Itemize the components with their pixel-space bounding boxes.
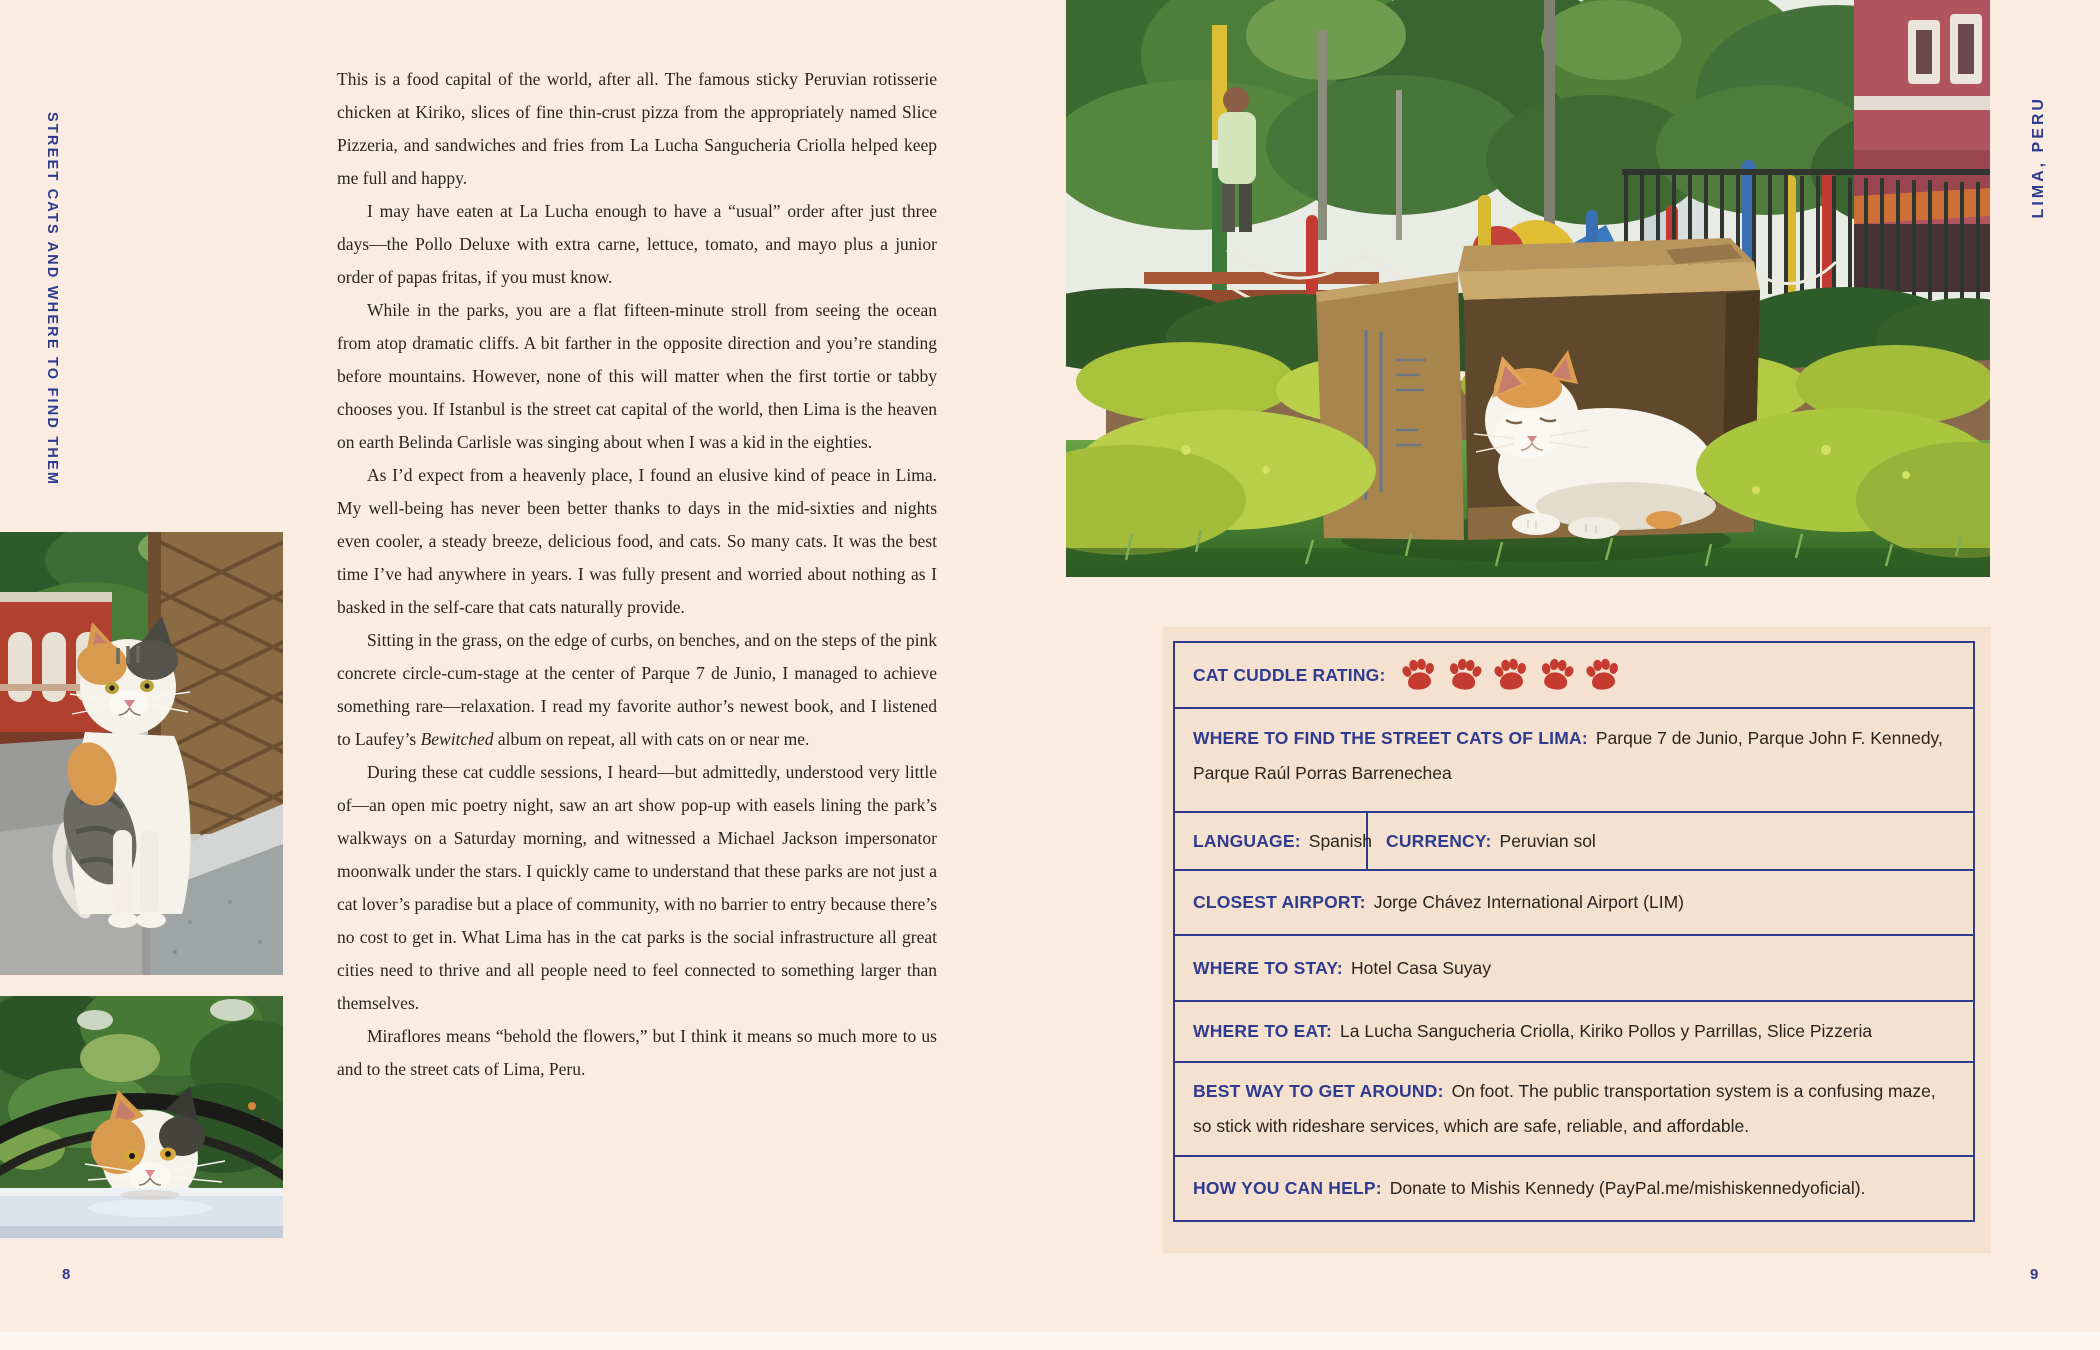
info-row-language-currency xyxy=(1175,811,1973,869)
album-title-italic: Bewitched xyxy=(420,729,494,749)
info-row-where-to-stay xyxy=(1175,934,1973,1000)
info-value: Parque 7 de Junio, Parque John F. Kennedy, Parque Raúl Porras Barrenechea xyxy=(1193,728,1943,783)
info-row-best-way-around xyxy=(1175,1061,1973,1155)
table-surface xyxy=(0,1188,283,1238)
paragraph-run: Sitting in the grass, on the edge of curbs, on benches, and on the steps of the pink concrete circle-cum-stage at the center of Parque 7 de Junio, I managed to achieve something rare—relaxation. I read my favorite author’s newest book, and I listened to Laufey’s xyxy=(337,630,937,749)
info-row-closest-airport xyxy=(1175,869,1973,934)
paragraph: As I’d expect from a heavenly place, I found an elusive kind of peace in Lima. My well-being has never been better thanks to days in the mid-sixties and nights even cooler, a steady breeze, delicious food, and cats. So many cats. It was the best time I’ve had anywhere in years. I was fully present and worried about nothing as I basked in the self-care that cats naturally provide. xyxy=(337,465,937,617)
currency-cell xyxy=(1368,813,1612,869)
info-label: CLOSEST AIRPORT: xyxy=(1193,892,1366,912)
info-label: WHERE TO FIND THE STREET CATS OF LIMA: xyxy=(1193,728,1588,748)
info-label: HOW YOU CAN HELP: xyxy=(1193,1178,1382,1198)
paw-icon xyxy=(1444,657,1485,693)
info-value: Hotel Casa Suyay xyxy=(1350,957,1492,978)
park-scene xyxy=(1066,0,1990,577)
info-value: Spanish xyxy=(1308,830,1373,851)
info-label: WHERE TO STAY: xyxy=(1193,957,1343,978)
info-label: CURRENCY: xyxy=(1386,830,1492,851)
paw-rating xyxy=(1400,659,1621,691)
paragraph: This is a food capital of the world, after all. The famous sticky Peruvian rotisserie chicken at Kiriko, slices of fine thin-crust pizza from the appropriately named Slice Pizzeria, and sandwiches and fries from La Lucha Sangucheria Criolla helped keep me full and happy. xyxy=(337,69,937,188)
right-running-title: LIMA, PERU xyxy=(2030,96,2047,219)
paw-icon xyxy=(1489,657,1530,694)
paragraph: During these cat cuddle sessions, I heard—but admittedly, understood very little of—an open mic poetry night, saw an art show pop-up with easels lining the park’s walkways on a Saturday morning, and witnessed a Michael Jackson impersonator moonwalk under the stars. I quickly came to understand that these parks are not just a cat lover’s paradise but a place of community, with no barrier to entry because there’s no cost to get in. What Lima has in the cat parks is the social infrastructure all great cities need to thrive and all people need to feel connected to something larger than themselves. xyxy=(337,762,937,1013)
info-label: WHERE TO EAT: xyxy=(1193,1021,1333,1041)
page-number-right: 9 xyxy=(2030,1266,2039,1283)
calico-cat-scene xyxy=(0,532,283,975)
pink-building xyxy=(1854,0,1990,292)
paragraph xyxy=(337,624,937,756)
language-cell xyxy=(1175,813,1373,869)
info-value: Jorge Chávez International Airport (LIM) xyxy=(1373,892,1684,912)
paw-icon xyxy=(1581,657,1622,694)
info-card xyxy=(1173,641,1975,1222)
info-label: BEST WAY TO GET AROUND: xyxy=(1193,1081,1444,1101)
paragraph: Miraflores means “behold the flowers,” but I think it means so much more to us and to the street cats of Lima, Peru. xyxy=(337,1026,937,1079)
paragraph: I may have eaten at La Lucha enough to have a “usual” order after just three days—the Pollo Deluxe with extra carne, lettuce, tomato, and mayo plus a junior order of papas fritas, if you must know. xyxy=(337,201,937,287)
paw-icon xyxy=(1397,657,1438,694)
paw-icon xyxy=(1536,657,1577,693)
page-number-left: 8 xyxy=(62,1266,71,1283)
info-value: La Lucha Sangucheria Criolla, Kiriko Pollos y Parrillas, Slice Pizzeria xyxy=(1340,1021,1873,1041)
photo-cat-in-cardboard-box-park xyxy=(1066,0,1990,577)
photo-calico-cat-on-curb xyxy=(0,532,283,975)
info-label: LANGUAGE: xyxy=(1193,830,1301,851)
info-row-where-to-find xyxy=(1175,707,1973,811)
body-text-column xyxy=(337,63,937,1086)
paragraph: While in the parks, you are a flat fifteen-minute stroll from seeing the ocean from atop dramatic cliffs. A bit farther in the opposite direction and you’re standing before mountains. However, none of this will matter when the first tortie or tabby chooses you. If Istanbul is the street cat capital of the world, then Lima is the heaven on earth Belinda Carlisle was singing about when I was a kid in the eighties. xyxy=(337,300,937,452)
info-value: Donate to Mishis Kennedy (PayPal.me/mishiskennedyoficial). xyxy=(1389,1178,1866,1198)
wheel-cat-scene xyxy=(0,996,283,1238)
photo-cat-behind-bike-wheel xyxy=(0,996,283,1238)
info-value: Peruvian sol xyxy=(1499,830,1596,851)
info-value: On foot. The public transportation system is a confusing maze, so stick with rideshare services, which are safe, reliable, and affordable. xyxy=(1193,1081,1936,1136)
rating-label: CAT CUDDLE RATING: xyxy=(1193,664,1386,685)
paragraph-run: album on repeat, all with cats on or near me. xyxy=(493,729,810,749)
page-bottom-edge xyxy=(0,1332,2100,1350)
left-running-title: STREET CATS AND WHERE TO FIND THEM xyxy=(44,112,60,487)
info-card-panel xyxy=(1163,627,1991,1253)
info-row-how-you-can-help xyxy=(1175,1155,1973,1220)
info-row-where-to-eat xyxy=(1175,1000,1973,1061)
rating-row xyxy=(1175,643,1973,707)
